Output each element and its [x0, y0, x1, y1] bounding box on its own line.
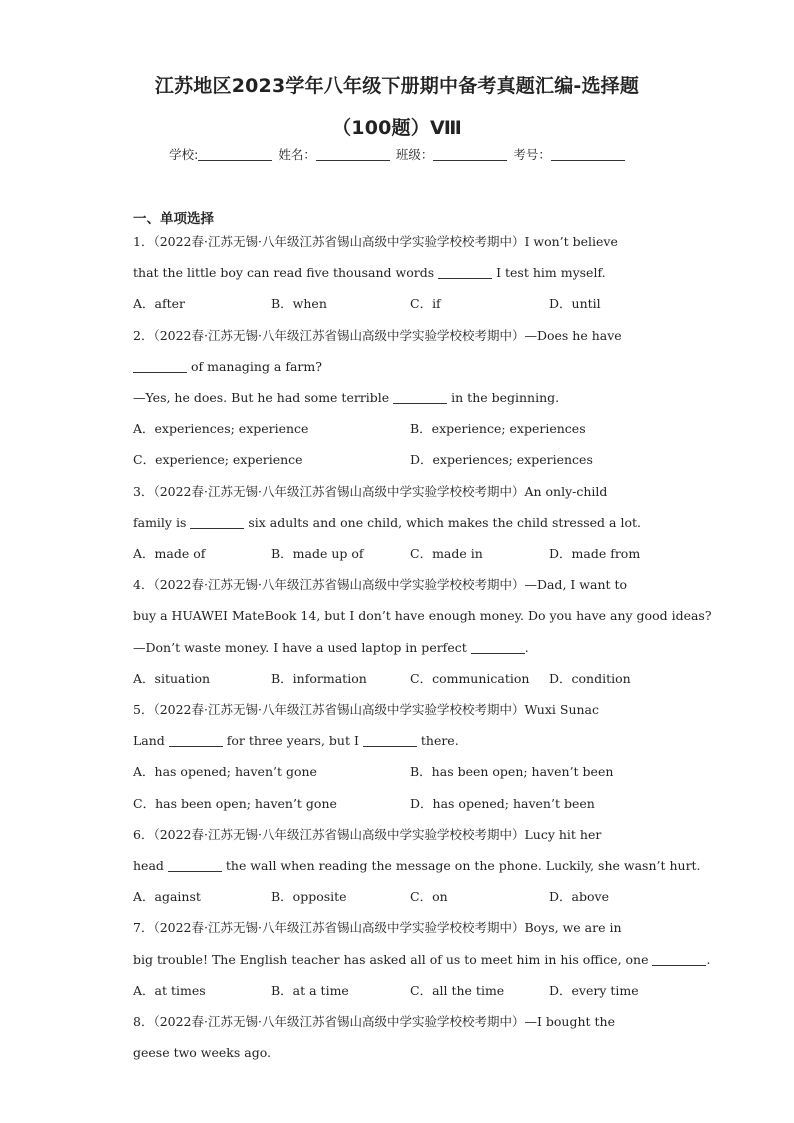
question-8-line-1: 8．（2022春·江苏无锡·八年级江苏省锡山高级中学实验学校校考期中）—I bought the: [133, 1014, 615, 1029]
q3-option-a[interactable]: A．made of: [133, 546, 206, 561]
question-6-line-2: [133, 858, 701, 874]
text-segment: .: [706, 952, 711, 967]
q3-option-c[interactable]: C．made in: [410, 546, 483, 561]
q3-option-b[interactable]: B．made up of: [271, 546, 364, 561]
question-4-line-3: [133, 640, 673, 656]
answer-blank: [133, 360, 187, 373]
text-segment: in the beginning.: [447, 390, 560, 405]
answer-blank: [169, 734, 223, 747]
class-label: 班级：: [395, 147, 434, 162]
text-segment: I test him myself.: [492, 265, 606, 280]
name-label: 姓名：: [278, 147, 316, 162]
q5-option-d[interactable]: D．has opened; haven’t been: [410, 796, 595, 811]
exam-number-label: 考号：: [513, 147, 551, 162]
q7-option-a[interactable]: A．at times: [133, 983, 206, 998]
page-title: 江苏地区2023学年八年级下册期中备考真题汇编-选择题: [154, 75, 640, 97]
q2-option-b[interactable]: B．experience; experiences: [410, 421, 586, 436]
text-segment: big trouble! The English teacher has asked all of us to meet him in his office, one: [133, 952, 653, 967]
question-5-line-2: [133, 733, 673, 749]
text-segment: —Yes, he does. But he had some terrible: [133, 390, 394, 405]
answer-blank: [393, 391, 447, 404]
q7-option-b[interactable]: B．at a time: [271, 983, 349, 998]
q5-option-b[interactable]: B．has been open; haven’t been: [410, 764, 614, 779]
q2-option-c[interactable]: C．experience; experience: [133, 452, 303, 467]
q6-option-d[interactable]: D．above: [549, 889, 609, 904]
text-segment: —Don’t waste money. I have a used laptop in perfect: [133, 640, 471, 655]
question-1-line-1: 1．（2022春·江苏无锡·八年级江苏省锡山高级中学实验学校校考期中）I won’t believe: [133, 234, 618, 249]
text-segment: .: [524, 640, 529, 655]
answer-blank: [168, 859, 222, 872]
answer-blank: [363, 734, 417, 747]
question-2-line-3: [133, 390, 673, 406]
text-segment: for three years, but I: [222, 733, 363, 748]
student-info-row: [0, 145, 794, 163]
question-3-line-1: 3．（2022春·江苏无锡·八年级江苏省锡山高级中学实验学校校考期中）An only-child: [133, 484, 608, 499]
question-6-line-1: 6．（2022春·江苏无锡·八年级江苏省锡山高级中学实验学校校考期中）Lucy hit her: [133, 827, 602, 842]
answer-blank: [652, 953, 706, 966]
q7-option-c[interactable]: C．all the time: [410, 983, 505, 998]
q1-option-c[interactable]: C．if: [410, 296, 441, 311]
exam-number-blank[interactable]: [551, 148, 625, 161]
q4-option-b[interactable]: B．information: [271, 671, 367, 686]
q1-option-b[interactable]: B．when: [271, 296, 327, 311]
q2-option-a[interactable]: A．experiences; experience: [133, 421, 309, 436]
text-segment: of managing a farm?: [187, 359, 322, 374]
question-2-line-1: 2．（2022春·江苏无锡·八年级江苏省锡山高级中学实验学校校考期中）—Does he have: [133, 328, 622, 343]
q5-option-c[interactable]: C．has been open; haven’t gone: [133, 796, 337, 811]
text-segment: that the little boy can read five thousand words: [133, 265, 439, 280]
q4-option-c[interactable]: C．communication: [410, 671, 530, 686]
question-5-line-1: 5．（2022春·江苏无锡·八年级江苏省锡山高级中学实验学校校考期中）Wuxi Sunac: [133, 702, 599, 717]
q4-option-a[interactable]: A．situation: [133, 671, 211, 686]
question-1-line-2: [133, 265, 673, 281]
q1-option-d[interactable]: D．until: [549, 296, 601, 311]
school-label: 学校:: [169, 147, 199, 162]
answer-blank: [438, 266, 492, 279]
answer-blank: [190, 516, 244, 529]
question-8-line-2: geese two weeks ago.: [133, 1045, 271, 1060]
q1-option-a[interactable]: A．after: [133, 296, 186, 311]
text-segment: Land: [133, 733, 169, 748]
section-title: 一、单项选择: [133, 211, 214, 227]
page-subtitle: （100题）Ⅷ: [332, 117, 462, 139]
q3-option-d[interactable]: D．made from: [549, 546, 641, 561]
q2-option-d[interactable]: D．experiences; experiences: [410, 452, 593, 467]
text-segment: six adults and one child, which makes the child stressed a lot.: [244, 515, 641, 530]
text-segment: the wall when reading the message on the phone. Luckily, she wasn’t hurt.: [221, 858, 701, 873]
text-segment: family is: [133, 515, 191, 530]
q4-option-d[interactable]: D．condition: [549, 671, 631, 686]
question-7-line-1: 7．（2022春·江苏无锡·八年级江苏省锡山高级中学实验学校校考期中）Boys, we are in: [133, 920, 622, 935]
q6-option-c[interactable]: C．on: [410, 889, 448, 904]
question-4-line-1: 4．（2022春·江苏无锡·八年级江苏省锡山高级中学实验学校校考期中）—Dad, I want to: [133, 577, 628, 592]
text-segment: head: [133, 858, 168, 873]
answer-blank: [471, 641, 525, 654]
q7-option-d[interactable]: D．every time: [549, 983, 639, 998]
text-segment: there.: [416, 733, 459, 748]
question-7-line-2: [133, 952, 711, 968]
q5-option-a[interactable]: A．has opened; haven’t gone: [133, 764, 317, 779]
question-2-line-2: [133, 359, 673, 375]
question-4-line-2: buy a HUAWEI MateBook 14, but I don’t have enough money. Do you have any good ideas?: [133, 608, 712, 623]
q6-option-b[interactable]: B．opposite: [271, 889, 347, 904]
school-blank[interactable]: [198, 148, 272, 161]
class-blank[interactable]: [433, 148, 507, 161]
question-3-line-2: [133, 515, 673, 531]
q6-option-a[interactable]: A．against: [133, 889, 201, 904]
name-blank[interactable]: [316, 148, 390, 161]
